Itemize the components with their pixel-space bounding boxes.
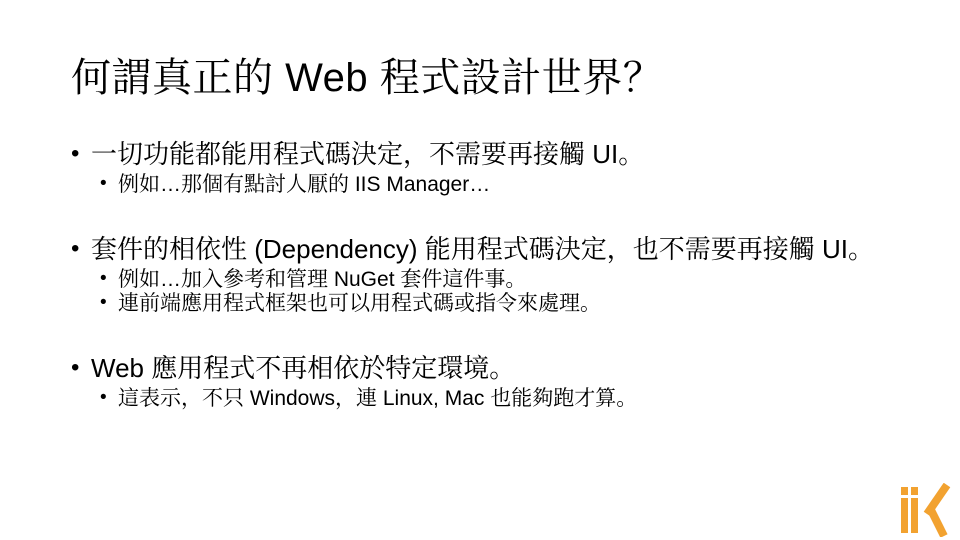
bullet-text: Web 應用程式不再相依於特定環境。 [91,353,516,383]
sub-bullet-item [99,268,882,292]
iik-logo-icon [899,483,953,537]
slide-title: 何謂真正的 Web 程式設計世界？ [71,56,664,100]
bullet-marker-icon: • [71,235,80,262]
bullet-marker-icon: • [100,268,107,289]
sub-bullet-list [99,387,882,411]
sub-bullet-item [99,292,882,316]
sub-bullet-item [99,173,882,197]
sub-bullet-list [99,268,882,316]
bullet-text: 一切功能都能用程式碼決定，不需要再接觸 UI。 [91,139,645,169]
bullet-marker-icon: • [100,173,107,194]
sub-bullet-text: 例如…那個有點討人厭的 IIS Manager… [118,173,491,196]
sub-bullet-text: 例如…加入參考和管理 NuGet 套件這件事。 [118,268,527,291]
bullet-marker-icon: • [100,387,107,408]
slide-body [70,138,882,411]
sub-bullet-text: 連前端應用程式框架也可以用程式碼或指令來處理。 [118,292,601,315]
sub-bullet-item [99,387,882,411]
bullet-text: 套件的相依性 (Dependency) 能用程式碼決定，也不需要再接觸 UI。 [91,234,874,264]
bullet-item [70,233,882,316]
bullet-item [70,352,882,411]
bullet-list [70,138,882,411]
sub-bullet-list [99,173,882,197]
bullet-item [70,138,882,197]
bullet-marker-icon: • [71,354,80,381]
bullet-marker-icon: • [71,140,80,167]
sub-bullet-text: 這表示，不只 Windows，連 Linux, Mac 也能夠跑才算。 [118,387,638,410]
bullet-marker-icon: • [100,292,107,313]
